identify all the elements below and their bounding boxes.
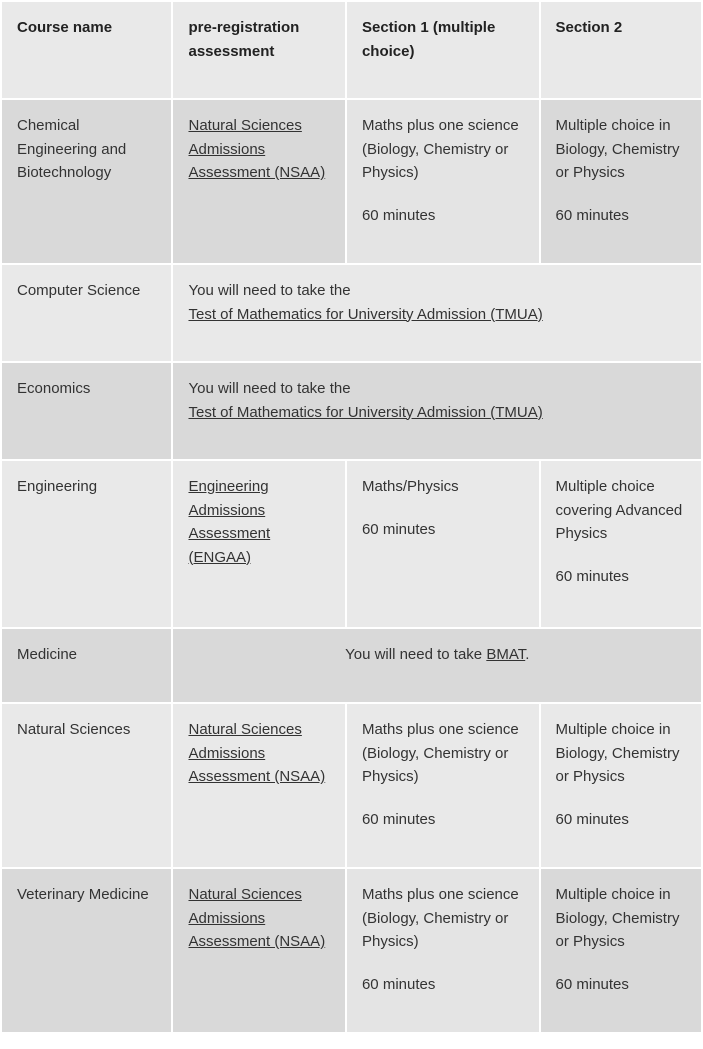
header-section-2: Section 2 — [541, 2, 701, 98]
assessment-cell — [173, 461, 344, 627]
tmua-link[interactable]: Test of Mathematics for University Admission (TMUA) — [188, 305, 543, 323]
table-row-chemical-engineering — [2, 100, 701, 263]
assessment-cell — [173, 704, 344, 867]
table-header-row — [2, 2, 701, 98]
section-1-description: Maths plus one science (Biology, Chemistry or Physics) — [361, 721, 519, 785]
table-row-natural-sciences — [2, 704, 701, 867]
assessment-note-text: You will need to take — [345, 646, 483, 663]
course-name-cell: Medicine — [2, 629, 171, 702]
section-2-cell — [541, 100, 701, 263]
table-row-engineering — [2, 461, 701, 627]
course-name-cell: Chemical Engineering and Biotechnology — [2, 100, 171, 263]
table-row-medicine — [2, 629, 701, 702]
section-1-cell — [347, 461, 539, 627]
section-1-cell — [347, 869, 539, 1032]
assessment-note-cell — [173, 629, 701, 702]
section-2-cell — [541, 461, 701, 627]
assessment-note-text: You will need to take the — [188, 380, 351, 397]
section-2-description: Multiple choice in Biology, Chemistry or Physics — [555, 117, 680, 181]
section-1-description: Maths plus one science (Biology, Chemistry or Physics) — [361, 886, 519, 950]
engaa-link[interactable]: Engineering Admissions Assessment (ENGAA) — [188, 478, 271, 566]
section-2-description: Multiple choice in Biology, Chemistry or Physics — [555, 886, 680, 950]
section-2-description: Multiple choice in Biology, Chemistry or Physics — [555, 721, 680, 785]
assessment-cell — [173, 100, 344, 263]
table-row-economics — [2, 363, 701, 459]
header-section-1: Section 1 (multiple choice) — [347, 2, 539, 98]
section-1-duration: 60 minutes — [361, 975, 436, 993]
assessment-cell — [173, 869, 344, 1032]
section-2-description: Multiple choice covering Advanced Physics — [555, 478, 683, 542]
course-name-cell: Veterinary Medicine — [2, 869, 171, 1032]
course-name-cell: Natural Sciences — [2, 704, 171, 867]
assessment-note-text: You will need to take the — [188, 282, 351, 299]
course-name-cell: Economics — [2, 363, 171, 459]
assessment-note-cell — [173, 265, 701, 361]
assessment-note-period: . — [525, 646, 530, 663]
section-1-cell — [347, 704, 539, 867]
section-1-duration: 60 minutes — [361, 810, 436, 828]
course-name-cell: Computer Science — [2, 265, 171, 361]
bmat-link[interactable]: BMAT — [486, 646, 526, 663]
section-2-duration: 60 minutes — [555, 567, 629, 585]
section-1-description: Maths plus one science (Biology, Chemistry or Physics) — [361, 117, 519, 181]
table-row-computer-science — [2, 265, 701, 361]
section-1-duration: 60 minutes — [361, 206, 436, 224]
section-2-cell — [541, 704, 701, 867]
course-name-cell: Engineering — [2, 461, 171, 627]
nsaa-link[interactable]: Natural Sciences Admissions Assessment (NSAA) — [188, 886, 326, 950]
section-1-description: Maths/Physics — [361, 478, 459, 495]
nsaa-link[interactable]: Natural Sciences Admissions Assessment (NSAA) — [188, 721, 326, 785]
tmua-link[interactable]: Test of Mathematics for University Admission (TMUA) — [188, 403, 543, 421]
assessment-note-cell — [173, 363, 701, 459]
nsaa-link[interactable]: Natural Sciences Admissions Assessment (NSAA) — [188, 117, 326, 181]
section-1-duration: 60 minutes — [361, 520, 436, 538]
header-assessment: pre-registration assessment — [173, 2, 344, 98]
section-2-cell — [541, 869, 701, 1032]
table-row-veterinary-medicine — [2, 869, 701, 1032]
section-2-duration: 60 minutes — [555, 206, 629, 224]
section-2-duration: 60 minutes — [555, 975, 629, 993]
header-course-name: Course name — [2, 2, 171, 98]
section-2-duration: 60 minutes — [555, 810, 629, 828]
section-1-cell — [347, 100, 539, 263]
